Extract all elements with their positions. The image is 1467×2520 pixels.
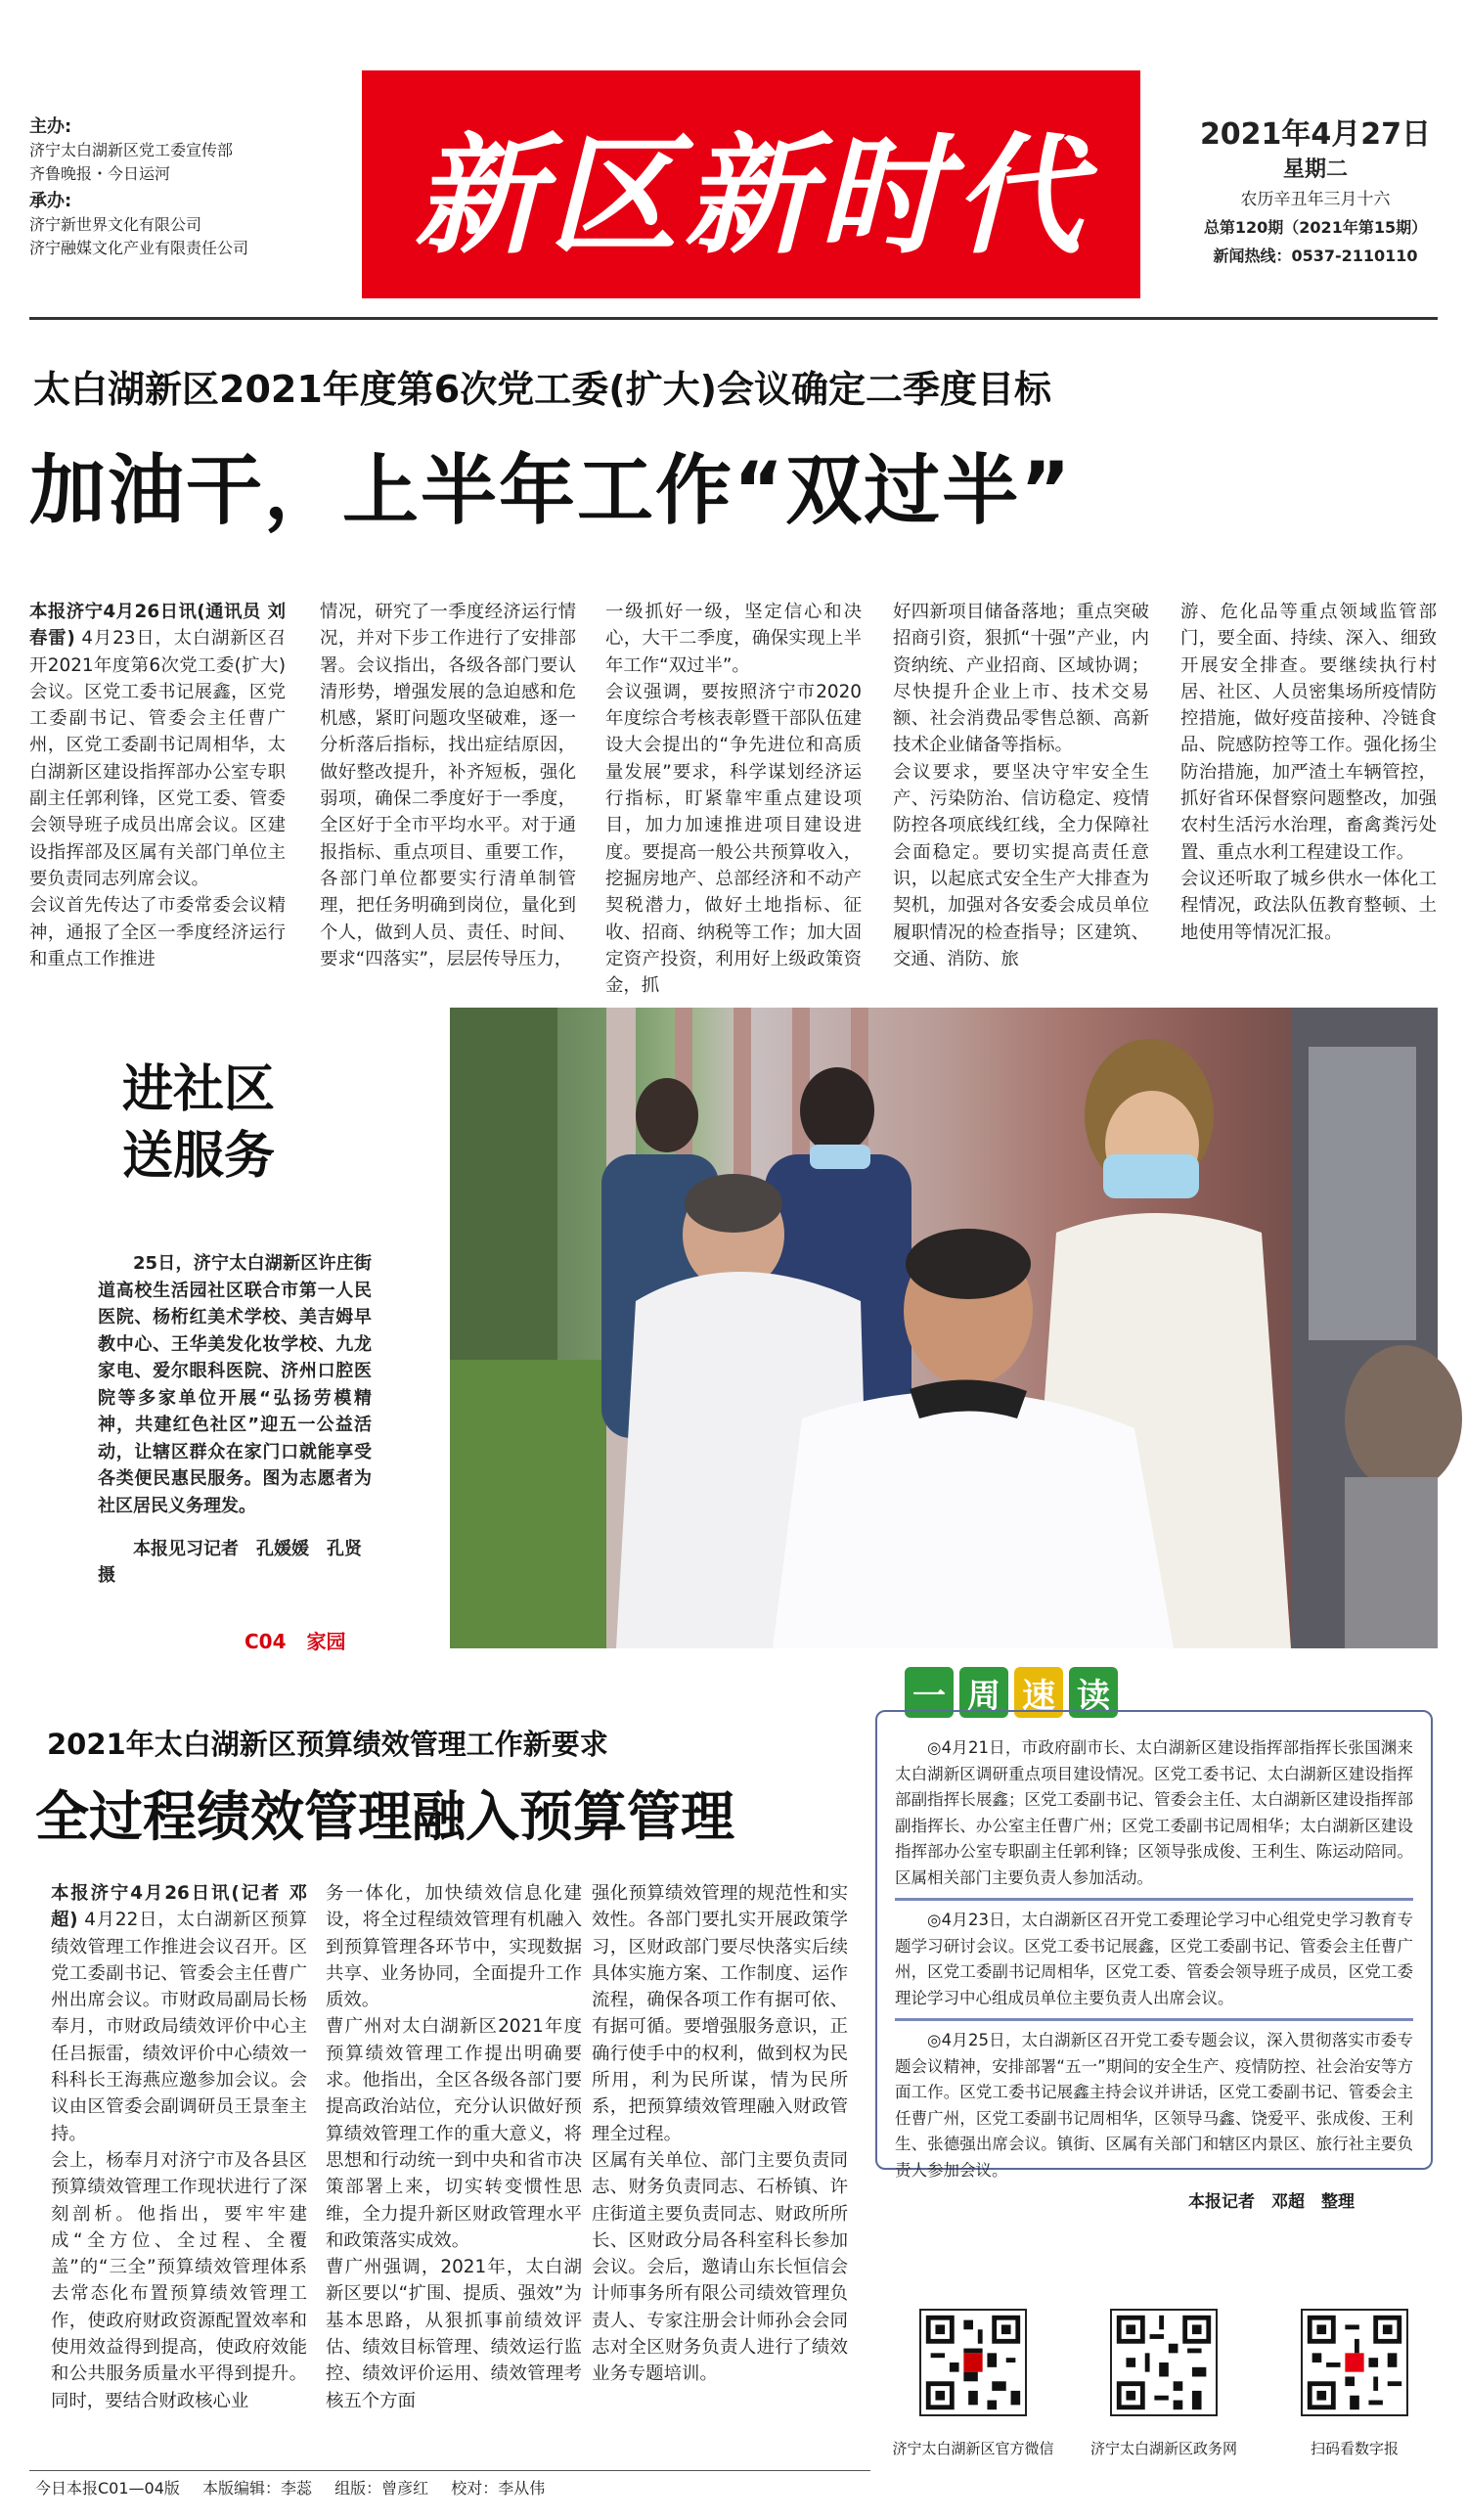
haircut-photo-scene <box>450 1008 1438 1648</box>
masthead-title: 新区新时代 <box>414 119 1089 272</box>
weekly-box <box>875 1710 1433 2212</box>
article1-col5-text: 游、危化品等重点领域监管部门，要全面、持续、深入、细致开展安全排查。要继续执行村居、社区、人员密集场所疫情防控措施，做好疫苗接种、冷链食品、院感防控等工作。强化扬尘防治措施，加严渣土车辆管控，抓好省环保督察问题整改，加强农村生活污水治理，畜禽粪污处置、重点水利工程建设工作。 会议还听取了城乡供水一体化工程情况，政法队伍教育整顿、土地使用等情况汇报。 <box>1180 602 1437 943</box>
article1-col-2 <box>320 599 576 980</box>
photo-credit: 本报见习记者 孔媛媛 孔贤 摄 <box>98 1539 379 1586</box>
organizer-1: 济宁新世界文化有限公司 <box>29 215 202 234</box>
article1-lead: 本报济宁4月26日讯(通讯员 刘春雷) <box>29 602 286 650</box>
article2-col-3 <box>592 1880 848 2438</box>
article2-subtitle: 2021年太白湖新区预算绩效管理工作新要求 <box>47 1728 608 1761</box>
article1-col3-text: 一级抓好一级，坚定信心和决心，大干二季度，确保实现上半年工作“双过半”。 会议强调，要按照济宁市2020年度综合考核表彰暨干部队伍建设大会提出的“争先进位和高质量发展”要求，科学谋划经济运行指标，盯紧靠牢重点建设项目，加力加速推进项目建设进度。要提高一般公共预算收入，挖掘房地产、总部经济和不动产契税潜力，做好土地指标、征收、招商、纳税等工作；加大固定资产投资，利用好上级政策资金，抓 <box>605 602 862 997</box>
issue-number: 总第120期（2021年第15期） <box>1203 218 1428 237</box>
sponsor-block <box>29 115 352 260</box>
sponsor-2: 齐鲁晚报・今日运河 <box>29 164 171 183</box>
qr-code-icon <box>919 2309 1027 2416</box>
article2-title: 全过程绩效管理融入预算管理 <box>35 1785 735 1848</box>
article1-title: 加油干，上半年工作“双过半” <box>29 447 1073 535</box>
article2-lead: 本报济宁4月26日讯(记者 邓超) <box>51 1883 307 1931</box>
article1-col-3 <box>605 599 862 997</box>
weekly-item: ◎4月23日，太白湖新区召开党工委理论学习中心组党史学习教育专题学习研讨会议。区党工委书记展鑫，区党工委副书记、管委会主任曹广州，区党工委副书记周相华，区党工委、管委会领导班子成员，区党工委理论学习中心组成员单位主要负责人出席会议。 <box>895 1911 1413 2007</box>
weekly-item: ◎4月21日，市政府副市长、太白湖新区建设指挥部指挥长张国渊来太白湖新区调研重点项目建设情况。区党工委书记、太白湖新区建设指挥部副指挥长展鑫；区党工委副书记、管委会主任、太白湖新区建设指挥部副指挥长、办公室主任曹广州；区党工委副书记周相华；太白湖新区建设指挥部办公室专职副主任郭利锋；区领导张成俊、王利生、陈运动陪同。区属相关部门主要负责人参加活动。 <box>895 1738 1413 1887</box>
qr-code-icon <box>1301 2309 1408 2416</box>
article1-col-1 <box>29 599 286 980</box>
sponsor-label: 主办: <box>29 116 72 137</box>
sponsor-1: 济宁太白湖新区党工委宣传部 <box>29 141 234 159</box>
footer-editor: 本版编辑：李蕊 <box>202 2479 313 2498</box>
qr-code-icon <box>1110 2309 1218 2416</box>
weekly-title-char-4: 读 <box>1069 1667 1118 1718</box>
weekly-title-char-1: 一 <box>905 1667 954 1718</box>
article1-col4-text: 好四新项目储备落地；重点突破招商引资，狠抓“十强”产业，内资纳统、产业招商、区域协调；尽快提升企业上市、技术交易额、社会消费品零售总额、高新技术企业储备等指标。 会议要求，要坚决守牢安全生产、污染防治、信访稳定、疫情防控各项底线红线，全力保障社会面稳定。要切实提高责任意识，以起底式安全生产大排查为契机，加强对各安委会成员单位履职情况的检查指导；区建筑、交通、消防、旅 <box>893 602 1149 969</box>
qr-official-wechat[interactable] <box>890 2309 1056 2458</box>
photo-story-title <box>122 1057 347 1190</box>
weekly-title-char-3: 速 <box>1014 1667 1063 1718</box>
qr-label: 济宁太白湖新区政务网 <box>1089 2440 1237 2457</box>
article2-col-1 <box>51 1880 307 2438</box>
footer-rule <box>29 2470 870 2471</box>
qr-section <box>880 2309 1447 2475</box>
article2-col2-text: 务一体化，加快绩效信息化建设，将全过程绩效管理有机融入到预算管理各环节中，实现数据共享、业务协同，全面提升工作质效。 曹广州对太白湖新区2021年度预算绩效管理工作提出明确要求。他指出，全区各级各部门要提高政治站位，充分认识做好预算绩效管理工作的重大意义，将思想和行动统一到中央和省市决策部署上来，切实转变惯性思维，全力提升新区财政管理水平和政策落实成效。 曹广州强调，2021年，太白湖新区要以“扩围、提质、强效”为基本思路，从狠抓事前绩效评估、绩效目标管理、绩效运行监控、绩效评价运用、绩效管理考核五个方面 <box>326 1883 582 2411</box>
news-hotline: 新闻热线：0537-2110110 <box>1213 247 1418 265</box>
page-reference-section: 家园 <box>306 1630 346 1653</box>
qr-label: 济宁太白湖新区官方微信 <box>892 2440 1054 2457</box>
page-reference <box>244 1626 345 1654</box>
article1-subtitle: 太白湖新区2021年度第6次党工委(扩大)会议确定二季度目标 <box>33 368 1051 411</box>
footer-layout: 组版：曾彦红 <box>334 2479 429 2498</box>
weekly-divider <box>895 2018 1413 2021</box>
article2-col1-text: 4月22日，太白湖新区预算绩效管理工作推进会议召开。区党工委副书记、管委会主任曹广州出席会议。市财政局副局长杨奉月，市财政局绩效评价中心主任吕振雷，绩效评价中心绩效一科科长王海燕应邀参加会议。会议由区管委会副调研员王景奎主持。 会上，杨奉月对济宁市及各县区预算绩效管理工作现状进行了深刻剖析。他指出，要牢牢建成“全方位、全过程、全覆盖”的“三全”预算绩效管理体系去常态化布置预算绩效管理工作，使政府财政资源配置效率和使用效益得到提高，使政府效能和公共服务质量水平得到提升。同时，要结合财政核心业 <box>51 1910 307 2411</box>
organizer-2: 济宁融媒文化产业有限责任公司 <box>29 239 249 257</box>
issue-date: 2021年4月27日 <box>1199 117 1432 152</box>
date-block <box>1174 115 1457 270</box>
photo-caption: 25日，济宁太白湖新区许庄街道高校生活园社区联合市第一人民医院、杨桁红美术学校、美吉姆早教中心、王华美发化妆学校、九龙家电、爱尔眼科医院、济州口腔医院等多家单位开展“弘扬劳模精神，共建红色社区”迎五一公益活动，让辖区群众在家门口就能享受各类便民惠民服务。图为志愿者为社区居民义务理发。 <box>98 1253 372 1516</box>
qr-label: 扫码看数字报 <box>1310 2440 1399 2457</box>
photo-story-title-line1: 进社区 <box>122 1060 276 1119</box>
haircut-photo <box>450 1008 1438 1648</box>
article1-col-4 <box>893 599 1149 980</box>
footer-proof: 校对：李从伟 <box>451 2479 546 2498</box>
lunar-date: 农历辛丑年三月十六 <box>1240 190 1391 209</box>
article1-col-5 <box>1180 599 1437 980</box>
article1-col2-text: 情况，研究了一季度经济运行情况，并对下步工作进行了安排部署。会议指出，各级各部门要认清形势，增强发展的急迫感和危机感，紧盯问题攻坚破难，逐一分析落后指标，找出症结原因，做好整改提升，补齐短板，强化弱项，确保二季度好于一季度，全区好于全市平均水平。对于通报指标、重点项目、重要工作，各部门单位都要实行清单制管理，把任务明确到岗位，量化到个人，做到人员、责任、时间、要求“四落实”，层层传导压力， <box>320 602 576 969</box>
weekday: 星期二 <box>1282 158 1348 182</box>
article1-col1-text: 4月23日，太白湖新区召开2021年度第6次党工委(扩大)会议。区党工委书记展鑫，区党工委副书记、管委会主任曹广州，区党工委副书记周相华，太白湖新区建设指挥部办公室专职副主任郭利锋，区党工委、管委会领导班子成员出席会议。区建设指挥部及区属有关部门单位主要负责同志列席会议。 会议首先传达了市委常委会议精神，通报了全区一季度经济运行和重点工作推进 <box>29 628 286 969</box>
weekly-item: ◎4月25日，太白湖新区召开党工委专题会议，深入贯彻落实市委专题会议精神，安排部署“五一”期间的安全生产、疫情防控、社会治安等方面工作。区党工委书记展鑫主持会议并讲话，区党工委副书记、管委会主任曹广州，区党工委副书记周相华，区领导马鑫、饶爱平、张成俊、王利生、张德强出席会议。镇街、区属有关部门和辖区内景区、旅行社主要负责人参加会议。 <box>895 2031 1413 2180</box>
header-rule <box>29 317 1438 320</box>
weekly-credit: 本报记者 邓超 整理 <box>1188 2192 1355 2212</box>
qr-government-site[interactable] <box>1081 2309 1247 2458</box>
masthead <box>362 70 1140 298</box>
photo-story-title-line2: 送服务 <box>122 1127 276 1186</box>
weekly-digest <box>866 1663 1443 2212</box>
article2-col3-text: 强化预算绩效管理的规范性和实效性。各部门要扎实开展政策学习，区财政部门要尽快落实后续具体实施方案、工作制度、运作流程，确保各项工作有据可依、有据可循。要增强服务意识，正确行使手中的权利，做到权为民所用，利为民所谋，情为民所系，把预算绩效管理融入财政管理全过程。 区属有关单位、部门主要负责同志、财务负责同志、石桥镇、许庄街道主要负责同志、财政所所长、区财政分局各科室科长参加会议。会后，邀请山东长恒信会计师事务所有限公司绩效管理负责人、专家注册会计师孙会会同志对全区财务负责人进行了绩效业务专题培训。 <box>592 1883 848 2385</box>
footer <box>35 2475 876 2502</box>
article2-col-2 <box>326 1880 582 2438</box>
organizer-label: 承办: <box>29 191 72 211</box>
qr-digital-edition[interactable] <box>1271 2309 1438 2458</box>
weekly-divider <box>895 1898 1413 1901</box>
weekly-title-char-2: 周 <box>959 1667 1008 1718</box>
page-reference-code: C04 <box>244 1630 287 1653</box>
footer-pages: 今日本报C01—04版 <box>35 2479 180 2498</box>
